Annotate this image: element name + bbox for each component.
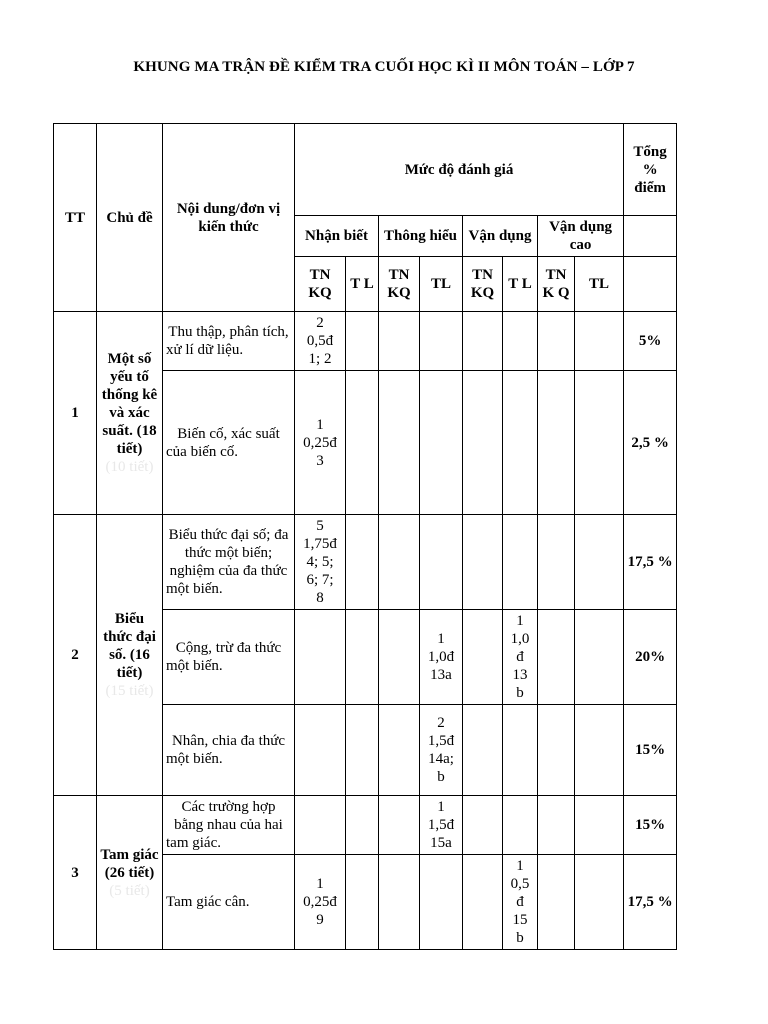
cell-line: 15 xyxy=(512,912,528,928)
total-cell: 15% xyxy=(624,705,677,796)
empty-cell xyxy=(538,371,575,515)
cell-line: 2 xyxy=(437,715,445,731)
empty-cell xyxy=(575,312,624,371)
empty-cell xyxy=(538,796,575,855)
cell-line: đ xyxy=(516,649,524,665)
cell-line: 1,5đ xyxy=(427,817,455,833)
header-row-1 xyxy=(54,124,677,216)
cell-line: b xyxy=(516,685,524,701)
total-cell: 2,5 % xyxy=(624,371,677,515)
topic-faint-note: (10 tiết) xyxy=(105,459,154,475)
cell-line: 6; 7; xyxy=(306,572,334,588)
content-cell: Các trường hợp bằng nhau của hai tam giác. xyxy=(163,796,295,855)
cell-line: 9 xyxy=(316,912,324,928)
cell-line: 13a xyxy=(430,667,452,683)
empty-cell xyxy=(538,312,575,371)
empty-cell xyxy=(346,796,379,855)
header-vd-tnkq: TN KQ xyxy=(463,257,503,312)
content-cell: Tam giác cân. xyxy=(163,855,295,950)
topic-name-text: Một số yếu tố thống kê và xác suất. (18 tiết) xyxy=(101,351,158,457)
empty-cell xyxy=(346,705,379,796)
header-van-dung: Vận dụng xyxy=(463,216,538,257)
nb-tnkq-cell xyxy=(295,312,346,371)
topic-faint-note: (15 tiết) xyxy=(105,683,154,699)
empty-cell xyxy=(379,312,420,371)
empty-cell xyxy=(346,515,379,610)
total-cell: 17,5 % xyxy=(624,515,677,610)
empty-cell xyxy=(379,855,420,950)
empty-cell xyxy=(379,371,420,515)
total-cell: 20% xyxy=(624,610,677,705)
empty-cell xyxy=(420,855,463,950)
empty-cell xyxy=(420,371,463,515)
empty-cell xyxy=(575,705,624,796)
header-total: Tổng % điểm xyxy=(624,124,677,216)
empty-cell xyxy=(420,312,463,371)
empty-cell xyxy=(463,610,503,705)
cell-line: 1 xyxy=(316,876,324,892)
empty-cell xyxy=(538,515,575,610)
empty-cell xyxy=(575,610,624,705)
nb-tnkq-cell xyxy=(295,855,346,950)
empty-cell xyxy=(463,796,503,855)
cell-line: 1 xyxy=(316,416,324,433)
cell-line: 1,0đ xyxy=(427,649,455,665)
content-cell: Thu thập, phân tích, xử lí dữ liệu. xyxy=(163,312,295,371)
empty-cell xyxy=(503,371,538,515)
empty-cell xyxy=(295,610,346,705)
total-cell: 5% xyxy=(624,312,677,371)
header-vd-tl: T L xyxy=(503,257,538,312)
cell-line: 13 xyxy=(512,667,528,683)
empty-cell xyxy=(346,371,379,515)
header-th-tl: TL xyxy=(420,257,463,312)
header-content: Nội dung/đơn vị kiến thức xyxy=(163,124,295,312)
cell-line: 4; 5; xyxy=(306,554,334,570)
cell-line: 2 xyxy=(316,315,324,331)
cell-line: đ xyxy=(516,894,524,910)
header-nb-tnkq: TN KQ xyxy=(295,257,346,312)
empty-cell xyxy=(420,515,463,610)
table-row xyxy=(54,312,677,371)
header-nb-tl: T L xyxy=(346,257,379,312)
empty-cell xyxy=(295,796,346,855)
header-thong-hieu: Thông hiểu xyxy=(379,216,463,257)
total-cell: 15% xyxy=(624,796,677,855)
empty-cell xyxy=(503,705,538,796)
vd-tl-cell xyxy=(503,610,538,705)
cell-line: 0,5đ xyxy=(306,333,334,349)
table-row xyxy=(54,796,677,855)
cell-line: 1,5đ xyxy=(427,733,455,749)
header-van-dung-cao: Vận dụng cao xyxy=(538,216,624,257)
topic-name xyxy=(97,796,163,950)
cell-line: b xyxy=(437,769,445,785)
empty-cell xyxy=(379,705,420,796)
topic-faint-note: (5 tiết) xyxy=(109,882,150,899)
empty-cell xyxy=(575,515,624,610)
empty-cell xyxy=(379,515,420,610)
th-tl-cell xyxy=(420,705,463,796)
cell-line: 1 xyxy=(437,631,445,647)
cell-line: 14a; xyxy=(428,751,454,767)
empty-cell xyxy=(538,705,575,796)
empty-cell xyxy=(463,705,503,796)
empty-cell xyxy=(503,312,538,371)
empty-cell xyxy=(503,515,538,610)
cell-line: 15a xyxy=(430,835,452,851)
empty-cell xyxy=(575,855,624,950)
cell-line: 1,75đ xyxy=(303,536,337,552)
header-topic: Chủ đề xyxy=(97,124,163,312)
cell-line: 8 xyxy=(316,590,324,606)
empty-cell xyxy=(379,610,420,705)
th-tl-cell xyxy=(420,610,463,705)
cell-line: 1 xyxy=(516,613,524,629)
th-tl-cell xyxy=(420,796,463,855)
topic-name xyxy=(97,312,163,515)
empty-cell xyxy=(538,610,575,705)
content-cell: Biểu thức đại số; đa thức một biến; nghiệm của đa thức một biến. xyxy=(163,515,295,610)
cell-line: b xyxy=(516,930,524,946)
cell-line: 5 xyxy=(316,518,324,534)
cell-line: 3 xyxy=(316,452,324,469)
content-cell: Cộng, trừ đa thức một biến. xyxy=(163,610,295,705)
header-vdc-tl: TL xyxy=(575,257,624,312)
nb-tnkq-cell xyxy=(295,515,346,610)
empty-cell xyxy=(503,796,538,855)
empty-cell xyxy=(346,610,379,705)
total-cell: 17,5 % xyxy=(624,855,677,950)
empty-cell xyxy=(575,796,624,855)
cell-line: 1 xyxy=(437,799,445,815)
empty-cell xyxy=(463,515,503,610)
header-nhan-biet: Nhận biết xyxy=(295,216,379,257)
empty-cell xyxy=(346,855,379,950)
cell-line: 1,0 xyxy=(510,631,530,647)
page-title: KHUNG MA TRẬN ĐỀ KIỂM TRA CUỐI HỌC KÌ II MÔN TOÁN – LỚP 7 xyxy=(133,59,635,75)
topic-number: 2 xyxy=(54,515,97,796)
empty-cell xyxy=(463,855,503,950)
content-cell: Nhân, chia đa thức một biến. xyxy=(163,705,295,796)
header-level: Mức độ đánh giá xyxy=(295,124,624,216)
content-cell: Biến cố, xác suất của biến cố. xyxy=(163,371,295,515)
cell-line: 0,5 xyxy=(510,876,530,892)
header-th-tnkq: TN KQ xyxy=(379,257,420,312)
topic-name xyxy=(97,515,163,796)
topic-name-text: Tam giác (26 tiết) xyxy=(100,846,159,881)
cell-line: 1 xyxy=(516,858,524,874)
empty-cell xyxy=(463,312,503,371)
empty-cell xyxy=(463,371,503,515)
cell-line: 0,25đ xyxy=(303,434,337,451)
topic-name-text: Biểu thức đại số. (16 tiết) xyxy=(103,611,156,681)
header-vdc-tnkq: TN K Q xyxy=(538,257,575,312)
empty-cell xyxy=(379,796,420,855)
empty-cell xyxy=(295,705,346,796)
table-row xyxy=(54,515,677,610)
empty-cell xyxy=(538,855,575,950)
cell-line: 0,25đ xyxy=(303,894,337,910)
cell-line: 1; 2 xyxy=(308,351,332,367)
header-total-blank xyxy=(624,257,677,312)
header-tt: TT xyxy=(54,124,97,312)
topic-number: 1 xyxy=(54,312,97,515)
nb-tnkq-cell xyxy=(295,371,346,515)
topic-number: 3 xyxy=(54,796,97,950)
vd-tl-cell xyxy=(503,855,538,950)
header-total-blank xyxy=(624,216,677,257)
assessment-matrix-table xyxy=(53,123,677,950)
empty-cell xyxy=(575,371,624,515)
empty-cell xyxy=(346,312,379,371)
